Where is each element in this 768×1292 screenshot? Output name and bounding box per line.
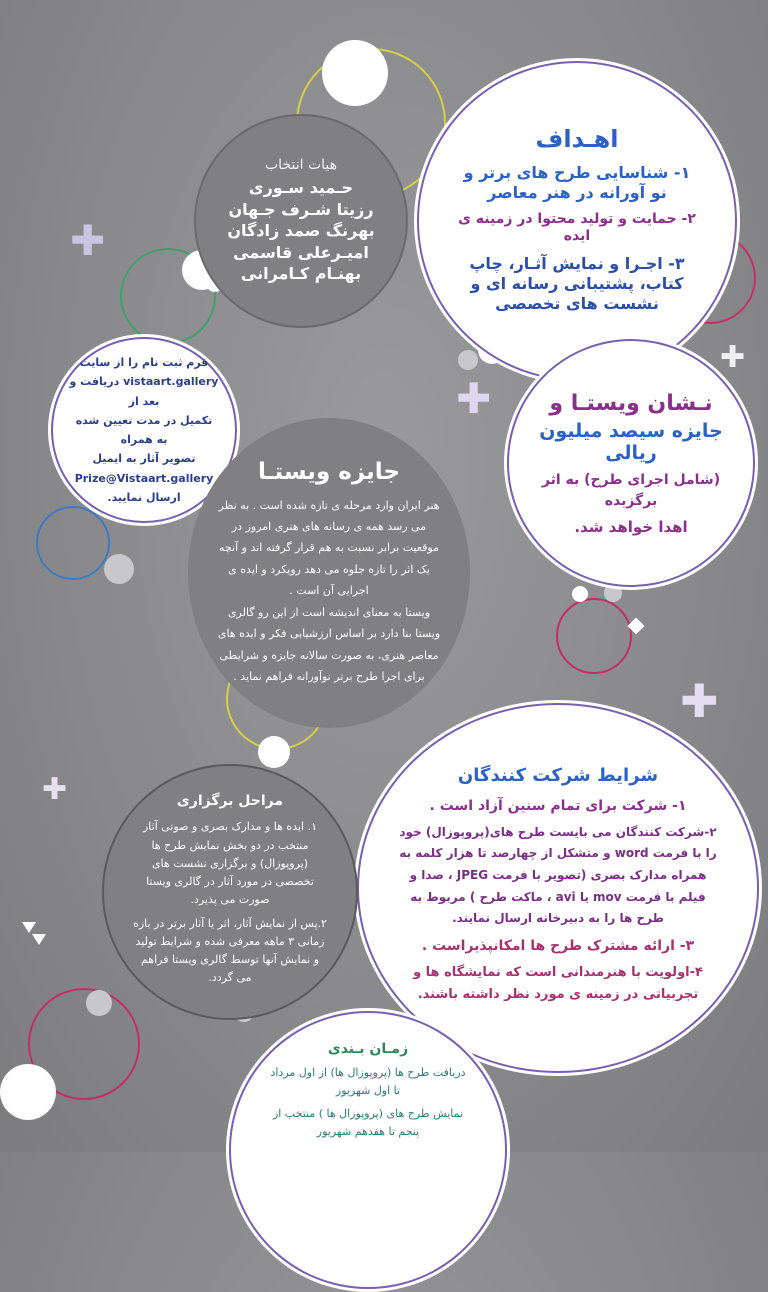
triangle-icon bbox=[22, 922, 36, 933]
jury-member: رزیتا شـرف جـهان bbox=[228, 199, 374, 219]
registration-line: فرم ثبت نام را از سایت bbox=[79, 356, 209, 369]
registration-line: vistaart.gallery دریافت و بعد از bbox=[69, 375, 219, 408]
prize-circle bbox=[504, 336, 758, 590]
decorative-ring bbox=[556, 598, 632, 674]
plus-icon: ✚ bbox=[720, 340, 746, 375]
condition-item: ۳- ارائه مشترک طرح ها امکانپذیراست . bbox=[421, 937, 695, 954]
about-paragraph: ویستا به معنای اندیشه است از این رو گالری ویستا بنا دارد بر اساس ارزشیابی فکر و ایده های معاصر هنری، به صورت سالانه جایزه و شرایطی برای اجرا طرح برتر نوآورانه فراهم نماید . bbox=[217, 605, 441, 684]
condition-item: ۲-شرکت کنندگان می بایست طرح های(پروپوزال) خود را با فرمت word و متشکل از چهارصد تا هزار کلمه به همراه مدارک بصری (تصویر با فرمت JPEG ، صدا و فیلم با فرمت mov یا avi ، ماکت طرح ) مربوط به طرح ها را به دبیرخانه ارسال نمایند. bbox=[399, 824, 717, 926]
jury-circle bbox=[194, 114, 408, 328]
stages-circle bbox=[102, 764, 358, 1020]
timeline-circle bbox=[226, 1008, 510, 1292]
goal-item: ۳- اجـرا و نمایش آثـار، چاپ کتاب، پشتیبانی رسانه ای و نشست های تخصصی bbox=[469, 253, 685, 313]
registration-line: ارسال نمایید. bbox=[107, 490, 181, 504]
decorative-dot bbox=[322, 40, 388, 106]
decorative-dot bbox=[458, 350, 478, 370]
decorative-dot bbox=[86, 990, 112, 1016]
decorative-dot bbox=[258, 736, 290, 768]
decorative-dot bbox=[572, 586, 588, 602]
goal-item: ۲- حمایت و تولید محتوا در زمینه ی ایده bbox=[458, 210, 696, 244]
decorative-dot bbox=[0, 1064, 56, 1120]
stage-item: ۲.پس از نمایش آثار، اثر یا آثار برتر در بازه زمانی ۳ ماهه معرفی شده و شرایط تولید و نمایش آنها توسط گالری ویستا فراهم می گردد. bbox=[133, 917, 327, 985]
plus-icon: ✚ bbox=[70, 216, 106, 265]
prize-amount: جایزه سیصد میلیون ریالی bbox=[539, 419, 723, 464]
goals-circle bbox=[414, 58, 740, 384]
about-paragraph: هنر ایران وارد مرحله ی تازه شده است . به نظر می رسد همه ی رسانه های هنری امروز در موقعیت برابر نسبت به هم قرار گرفته اند و آنچه یک اثر را تازه جلوه می دهد رویکرد و ایده ی اجرایی آن است . bbox=[218, 498, 440, 598]
triangle-icon bbox=[32, 934, 46, 945]
about-title: جایزه ویستـا bbox=[258, 458, 400, 485]
about-circle bbox=[188, 418, 470, 728]
condition-item: ۱- شرکت برای تمام سنین آزاد است . bbox=[429, 797, 687, 814]
jury-title: هیات انتخاب bbox=[265, 157, 337, 174]
decorative-ring bbox=[36, 506, 110, 580]
prize-note: اهدا خواهد شد. bbox=[574, 517, 688, 536]
plus-icon: ✚ bbox=[680, 674, 719, 728]
registration-line: تکمیل در مدت تعیین شده به همراه bbox=[75, 413, 213, 446]
conditions-title: شرایط شرکت کنندگان bbox=[457, 764, 659, 786]
plus-icon: ✚ bbox=[456, 374, 492, 423]
timeline-item: دریافت طرح ها (پروپوزال ها) از اول مرداد تا اول شهریور bbox=[270, 1066, 466, 1097]
prize-note: (شامل اجرای طرح) به اثر برگزیده bbox=[541, 471, 721, 509]
registration-email[interactable]: Prize@Vistaart.gallery bbox=[74, 471, 214, 485]
jury-member: بهنـام کـامرانی bbox=[240, 264, 362, 284]
stages-title: مراحل برگزاری bbox=[176, 793, 284, 810]
registration-line: تصویر آثار به ایمیل bbox=[92, 452, 196, 466]
timeline-title: زمـان بـندی bbox=[327, 1041, 409, 1057]
prize-title: نـشان ویستـا و bbox=[549, 390, 713, 416]
plus-icon: ✚ bbox=[42, 772, 68, 807]
jury-member: بهرنگ صمد زادگان bbox=[227, 221, 375, 241]
jury-member: حـمید سـوری bbox=[248, 178, 354, 198]
goal-item: ۱- شناسایی طرح های برتر و نو آورانه در هنر معاصر bbox=[463, 162, 691, 202]
decorative-dot bbox=[104, 554, 134, 584]
condition-item: ۴-اولویت با هنرمندانی است که نمایشگاه ها و تجربیاتی در زمینه ی مورد نظر داشته باشند. bbox=[413, 964, 703, 1003]
goals-title: اهـداف bbox=[535, 124, 619, 153]
timeline-item: نمایش طرح های (پروپوزال ها ) منتخب از پنجم تا هفدهم شهریور bbox=[272, 1107, 464, 1138]
stage-item: ۱. ایده ها و مدارک بصری و صوتی آثار منتخب در دو بخش نمایش طرح ها (پروپوزال) و برگزاری نشست های تخصصی در مورد آثار در گالری ویستا صورت می پذیرد. bbox=[142, 820, 317, 906]
jury-member: امیـرعلی قاسمی bbox=[233, 242, 369, 262]
